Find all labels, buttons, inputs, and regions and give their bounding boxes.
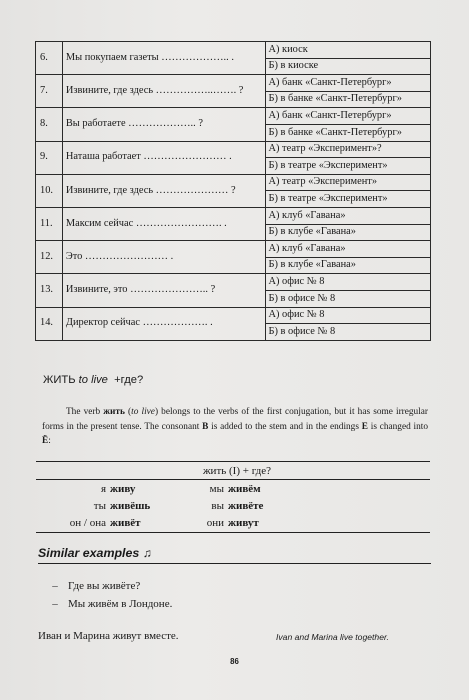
- answer-option-b: Б) в театре «Эксперимент»: [265, 191, 431, 208]
- final-sentence-russian: Иван и Марина живут вместе.: [38, 630, 179, 642]
- answer-option-a: А) офис № 8: [265, 274, 431, 291]
- exercise-question: Максим сейчас ……………………. .: [62, 207, 265, 240]
- pronoun-plural: вы: [211, 499, 224, 512]
- example-line-1: – Где вы живёте?: [42, 580, 140, 592]
- exercise-question: Мы покупаем газеты ……………….. .: [62, 42, 265, 75]
- exercise-table: [35, 41, 431, 341]
- heading-suffix: +где?: [114, 374, 144, 386]
- exercise-row: [36, 307, 431, 324]
- answer-option-a: А) офис № 8: [265, 307, 431, 324]
- exercise-number: 6.: [36, 42, 63, 75]
- conjugation-title: жить (I) + где?: [36, 462, 430, 480]
- pronoun-singular: я: [100, 482, 106, 495]
- letter-yo: Ё: [42, 436, 49, 446]
- exercise-question: Извините, это ………………….. ?: [62, 274, 265, 307]
- verb-gloss: to live: [131, 407, 155, 417]
- music-note-icon: ♫: [142, 546, 152, 560]
- exercise-number: 13.: [36, 274, 63, 307]
- answer-option-b: Б) в клубе «Гавана»: [265, 257, 431, 274]
- answer-option-b: Б) в киоске: [265, 58, 431, 75]
- heading-verb: ЖИТЬ: [43, 374, 76, 386]
- heading-translation: to live: [78, 374, 108, 386]
- exercise-row: [36, 141, 431, 158]
- exercise-number: 14.: [36, 307, 63, 340]
- exercise-question: Наташа работает …………………… .: [62, 141, 265, 174]
- answer-option-a: А) клуб «Гавана»: [265, 207, 431, 224]
- answer-option-b: Б) в банке «Санкт-Петербург»: [265, 124, 431, 141]
- verb-form-singular: живу: [110, 482, 136, 495]
- exercise-number: 12.: [36, 241, 63, 274]
- exercise-number: 8.: [36, 108, 63, 141]
- conjugation-row: [36, 515, 430, 533]
- similar-examples-header: [38, 546, 431, 564]
- answer-option-b: Б) в офисе № 8: [265, 324, 431, 341]
- verb-form-plural: живём: [228, 482, 261, 495]
- pronoun-plural: мы: [209, 482, 224, 495]
- exercise-question: Извините, где здесь ……………..……. ?: [62, 75, 265, 108]
- exercise-row: [36, 207, 431, 224]
- exercise-question: Директор сейчас ………………. .: [62, 307, 265, 340]
- exercise-row: [36, 75, 431, 92]
- letter-v: В: [202, 421, 209, 432]
- exercise-row: [36, 241, 431, 258]
- dash: –: [52, 598, 58, 610]
- verb-form-singular: живёшь: [110, 499, 151, 512]
- page-number: 86: [230, 657, 239, 666]
- exercise-number: 10.: [36, 174, 63, 207]
- answer-option-a: А) банк «Санкт-Петербург»: [265, 75, 431, 92]
- verb-form-plural: живут: [228, 515, 430, 533]
- exercise-row: [36, 274, 431, 291]
- exercise-number: 9.: [36, 141, 63, 174]
- example-line-2: – Мы живём в Лондоне.: [42, 598, 172, 610]
- answer-option-b: Б) в банке «Санкт-Петербург»: [265, 91, 431, 108]
- verb-highlight: жить: [103, 407, 125, 417]
- final-sentence-english: Ivan and Marina live together.: [276, 632, 389, 642]
- section-heading: [43, 374, 143, 386]
- pronoun-singular: ты: [93, 499, 106, 512]
- exercise-row: [36, 174, 431, 191]
- answer-option-a: А) клуб «Гавана»: [265, 241, 431, 258]
- exercise-row: [36, 42, 431, 59]
- verb-form-plural: живёте: [228, 499, 264, 512]
- answer-option-b: Б) в клубе «Гавана»: [265, 224, 431, 241]
- conjugation-row: [36, 480, 430, 498]
- conjugation-table: [36, 461, 430, 533]
- exercise-number: 7.: [36, 75, 63, 108]
- exercise-number: 11.: [36, 207, 63, 240]
- answer-option-b: Б) в офисе № 8: [265, 290, 431, 307]
- exercise-question: Вы работаете ……………….. ?: [62, 108, 265, 141]
- exercise-question: Это …………………… .: [62, 241, 265, 274]
- answer-option-a: А) театр «Эксперимент»: [265, 174, 431, 191]
- similar-title: Similar examples: [38, 546, 140, 560]
- answer-option-a: А) банк «Санкт-Петербург»: [265, 108, 431, 125]
- answer-option-b: Б) в театре «Эксперимент»: [265, 158, 431, 175]
- explanation-paragraph: The verb жить (to live) belongs to the verbs of the first conjugation, but it has some irregular forms in the present tense. The consonant В is added to the stem and in the endings Е is changed into Ё:: [42, 407, 428, 446]
- answer-option-a: А) театр «Эксперимент»?: [265, 141, 431, 158]
- letter-e: Е: [361, 421, 368, 432]
- answer-option-a: А) киоск: [265, 42, 431, 59]
- exercise-row: [36, 108, 431, 125]
- dash: –: [52, 580, 58, 592]
- verb-form-singular: живёт: [110, 515, 172, 533]
- pronoun-singular: он / она: [36, 515, 110, 533]
- exercise-question: Извините, где здесь ………………… ?: [62, 174, 265, 207]
- conjugation-row: [36, 497, 430, 515]
- pronoun-plural: они: [172, 515, 228, 533]
